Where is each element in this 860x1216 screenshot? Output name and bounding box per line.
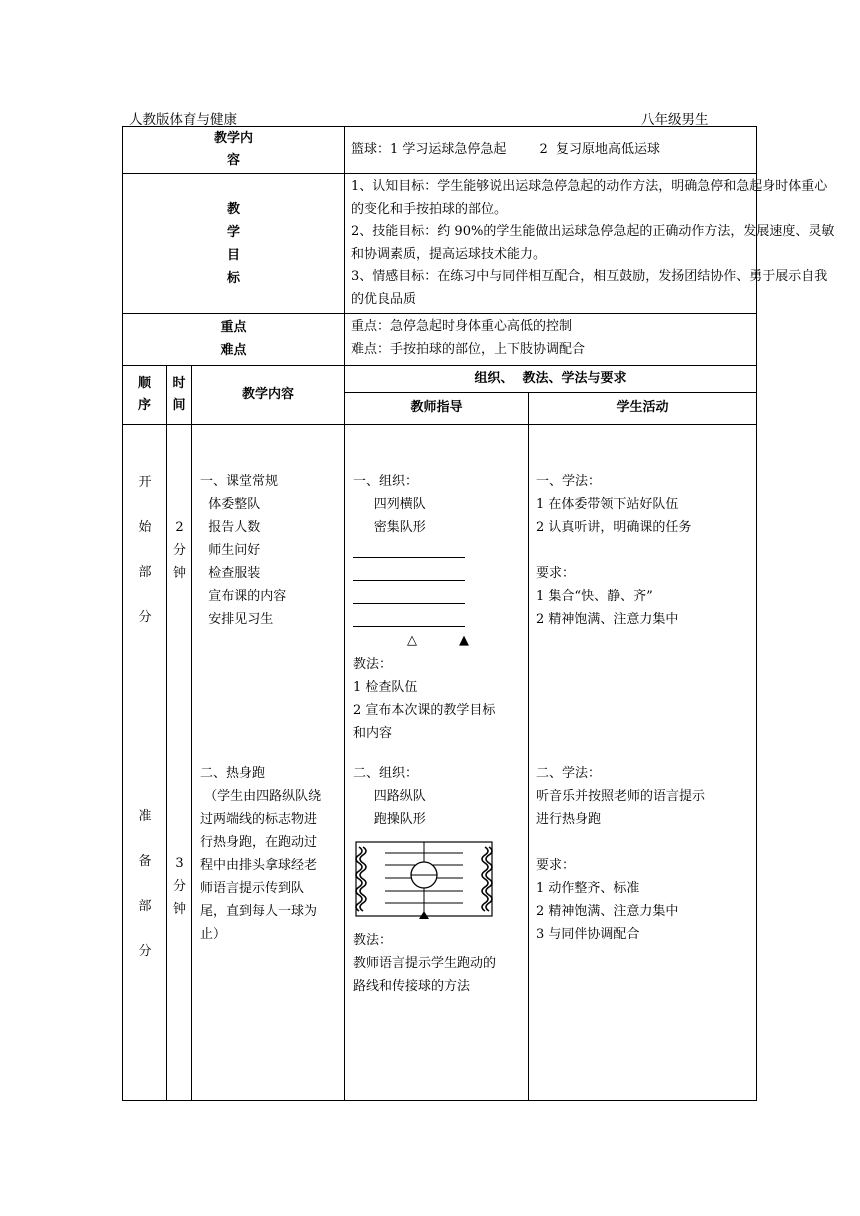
- section1-seq: [123, 471, 167, 629]
- head-time: [167, 366, 192, 425]
- section1-content: [200, 470, 286, 631]
- content-row: [123, 127, 757, 174]
- student-line: [536, 539, 691, 562]
- goal-line: 和协调素质，提高运球技术能力。: [351, 246, 547, 262]
- section2-student: [536, 762, 705, 946]
- content-line: 二、热身跑: [200, 766, 266, 781]
- student-line: [536, 831, 705, 854]
- seq-char: 准: [138, 809, 152, 824]
- student-line: 一、学法：: [536, 474, 602, 489]
- student-line: 3 与同伴协调配合: [536, 927, 640, 942]
- head-group: [345, 366, 757, 393]
- head-text: 学生活动: [616, 400, 669, 416]
- time-char: 分: [172, 543, 186, 558]
- goals-text: [345, 174, 835, 314]
- seq-char: 备: [138, 854, 152, 869]
- content-line: 检查服装: [200, 566, 261, 581]
- time-char: 钟: [172, 566, 186, 581]
- teacher-line: 1 检查队伍: [353, 680, 418, 695]
- teacher-line: 跑操队形: [353, 812, 426, 827]
- section1-time: [167, 516, 192, 585]
- head-text: 间: [172, 398, 186, 413]
- teacher-column: [345, 425, 529, 1101]
- label-line: 难点: [220, 342, 247, 358]
- head-text: 教师指导: [410, 400, 463, 416]
- student-marker-icon: △: [407, 633, 418, 648]
- student-column: [529, 425, 757, 1101]
- key-row-label: [123, 314, 345, 366]
- student-line: 1 集合“快、静、齐”: [536, 589, 653, 604]
- content-line: 安排见习生: [200, 612, 274, 627]
- head-student: [529, 393, 757, 425]
- student-line: 要求：: [536, 566, 576, 581]
- label-line: 标: [227, 270, 241, 286]
- section2-teacher: [353, 762, 496, 998]
- goal-line: 1、认知目标：学生能够说出运球急停急起的动作方法，明确急停和急起身时体重心: [351, 179, 828, 194]
- student-line: 1 在体委带领下站好队伍: [536, 497, 679, 512]
- head-text: 教学内容: [242, 386, 295, 402]
- teacher-line: 密集队形: [353, 520, 426, 535]
- key-text: [345, 314, 757, 366]
- formation-line: [353, 585, 465, 604]
- seq-column: [123, 425, 167, 1101]
- section2-seq: [123, 805, 167, 963]
- lesson-plan-table: [122, 126, 835, 1101]
- content-line: 尾，直到每人一球为: [200, 904, 318, 919]
- head-text: 组织、 教法、学法与要求: [474, 370, 627, 386]
- student-line: 2 精神饱满、注意力集中: [536, 904, 679, 919]
- label-line: 学: [227, 224, 241, 240]
- student-line: 要求：: [536, 858, 576, 873]
- student-line: 2 精神饱满、注意力集中: [536, 612, 679, 627]
- goals-row: [123, 174, 757, 314]
- student-line: 2 认真听讲，明确课的任务: [536, 520, 692, 535]
- seq-char: 分: [138, 944, 152, 959]
- teacher-line: 2 宣布本次课的教学目标: [353, 703, 496, 718]
- body-row: [123, 425, 757, 1101]
- goal-line: 的优良品质: [351, 291, 417, 307]
- head-seq: [123, 366, 167, 425]
- content-row-text: [345, 127, 757, 174]
- header-right: 八年级男生: [641, 112, 709, 128]
- label-line: 重点: [220, 320, 247, 335]
- teacher-line: 教法：: [353, 657, 393, 672]
- time-column: [167, 425, 192, 1101]
- section2-content: [200, 762, 321, 946]
- key-line: 难点：手按拍球的部位，上下肢协调配合: [351, 341, 586, 357]
- content-line: 一、课堂常规: [200, 474, 279, 489]
- content-column: [192, 425, 345, 1101]
- teacher-line: 一、组织：: [353, 474, 419, 489]
- student-line: 二、学法：: [536, 766, 602, 781]
- formation-markers: [353, 631, 495, 653]
- label-line: 目: [227, 247, 241, 263]
- teacher-line: 教师语言提示学生跑动的: [353, 956, 497, 971]
- table-head-row-1: [123, 366, 757, 393]
- label-line: 容: [227, 153, 241, 168]
- goal-line: 3、情感目标：在练习中与同伴相互配合，相互鼓励，发扬团结协作、勇于展示自我: [351, 269, 828, 284]
- seq-char: 部: [138, 899, 152, 914]
- content-line: 宣布课的内容: [200, 589, 287, 604]
- content-row-label: [123, 127, 345, 174]
- teacher-line: 四列横队: [353, 497, 426, 512]
- teacher-line: 四路纵队: [353, 789, 426, 804]
- goal-line: 的变化和手按拍球的部位。: [351, 201, 508, 217]
- time-char: 2: [175, 520, 184, 535]
- label-line: 教: [227, 201, 241, 217]
- seq-char: 始: [138, 520, 152, 535]
- time-char: 钟: [172, 902, 186, 917]
- content-line: 报告人数: [200, 520, 261, 535]
- head-text: 顺: [137, 375, 151, 391]
- teacher-line: 和内容: [353, 726, 393, 741]
- section2-time: [167, 852, 192, 921]
- student-line: 1 动作整齐、标准: [536, 881, 640, 896]
- formation-line: [353, 539, 465, 558]
- content-line: 程中由排头拿球经老: [200, 858, 318, 873]
- head-content: [192, 366, 345, 425]
- content-line: 师生问好: [200, 543, 261, 558]
- section1-student: [536, 470, 691, 631]
- time-char: 分: [172, 879, 186, 894]
- head-text: 序: [137, 398, 151, 413]
- seq-char: 分: [138, 610, 152, 625]
- content-line: 止）: [200, 927, 227, 942]
- formation-line: [353, 608, 465, 627]
- goal-line: 2、技能目标：约 90%的学生能做出运球急停急起的正确动作方法，发展速度、灵敏: [351, 224, 835, 239]
- teacher-line: 二、组织：: [353, 766, 419, 781]
- key-row: [123, 314, 757, 366]
- running-route-diagram-icon: [353, 839, 495, 923]
- content-text: 篮球：1 学习运球急停急起 2 复习原地高低运球: [351, 141, 661, 157]
- seq-char: 开: [138, 475, 152, 490]
- content-line: 行热身跑，在跑动过: [200, 835, 318, 850]
- seq-char: 部: [138, 565, 152, 580]
- label-line: 教学内: [214, 130, 254, 146]
- teacher-line: 教法：: [353, 933, 393, 948]
- student-line: 听音乐并按照老师的语言提示: [536, 789, 706, 804]
- header-left: 人教版体育与健康: [129, 112, 237, 128]
- content-line: （学生由四路纵队绕: [200, 789, 322, 804]
- goals-row-label: [123, 174, 345, 314]
- head-teacher: [345, 393, 529, 425]
- content-line: 体委整队: [200, 497, 261, 512]
- teacher-line: 路线和传接球的方法: [353, 979, 471, 994]
- head-text: 时: [172, 375, 186, 391]
- content-line: 师语言提示传到队: [200, 881, 305, 896]
- content-line: 过两端线的标志物进: [200, 812, 318, 827]
- student-line: 进行热身跑: [536, 812, 602, 827]
- teacher-marker-icon: ▲: [459, 633, 470, 648]
- section1-teacher: [353, 470, 495, 745]
- time-char: 3: [175, 856, 184, 871]
- key-line: 重点：急停急起时身体重心高低的控制: [351, 319, 573, 334]
- formation-line: [353, 562, 465, 581]
